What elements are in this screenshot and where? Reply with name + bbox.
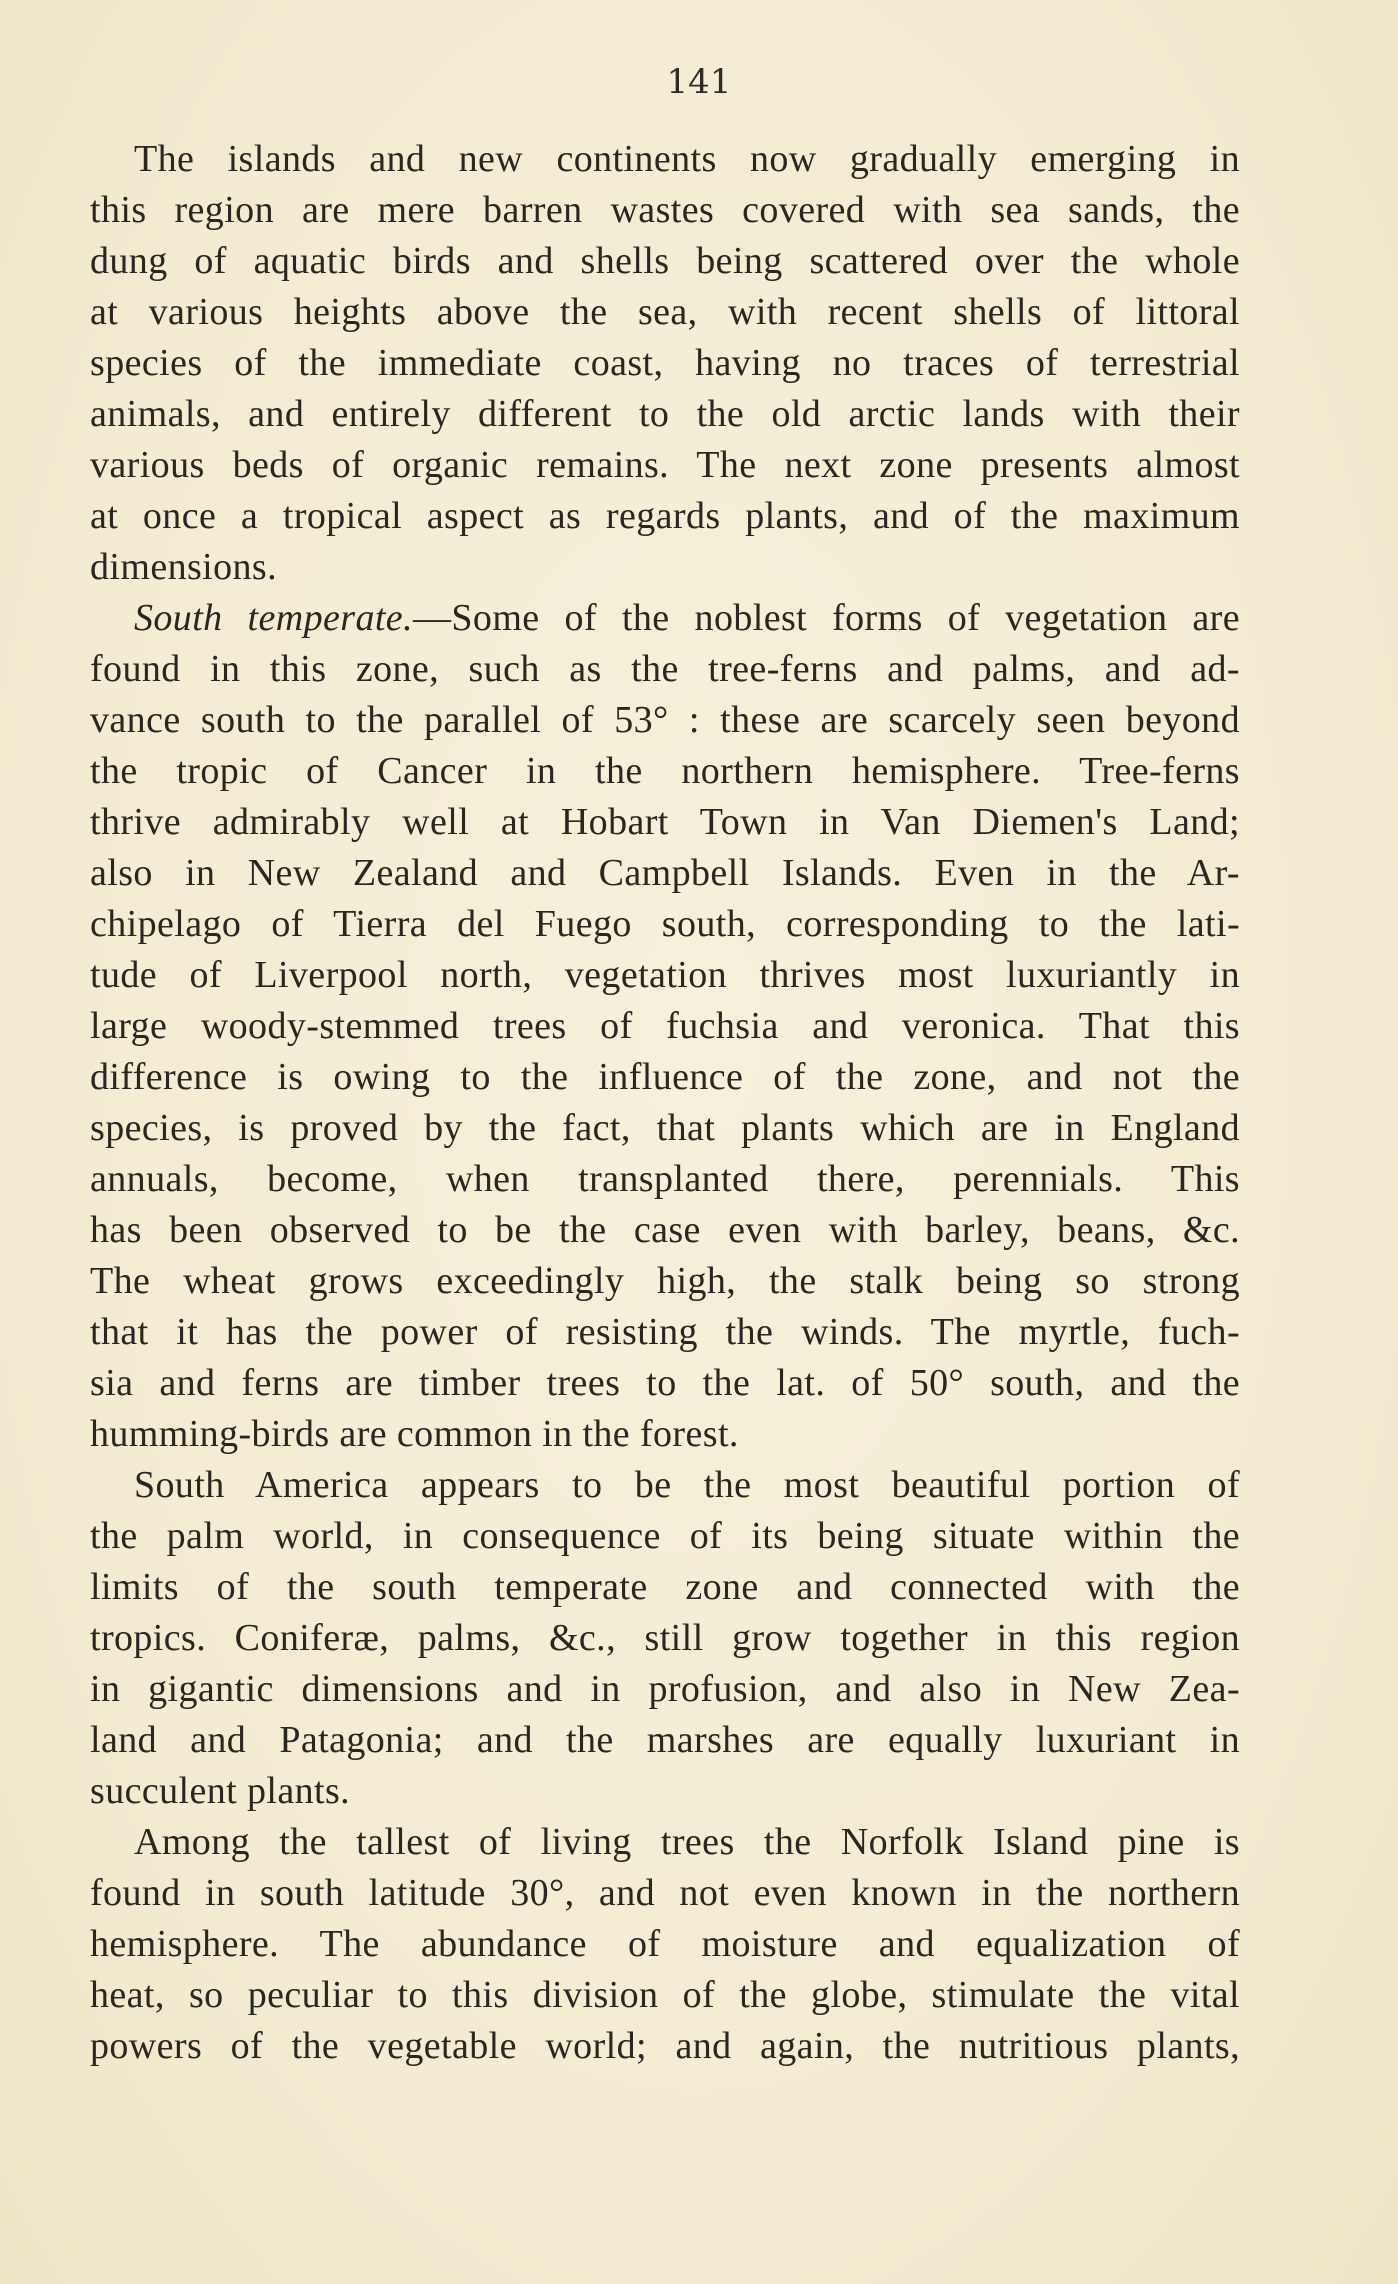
text-line: South America appears to be the most beautiful portion of (134, 1464, 1240, 1506)
text-line: Among the tallest of living trees the Norfolk Island pine is (134, 1821, 1240, 1863)
text-line: heat, so peculiar to this division of the globe, stimulate the vital (90, 1974, 1240, 2016)
text-line: limits of the south temperate zone and connected with the (90, 1566, 1240, 1608)
text-line: dimensions. (90, 546, 278, 588)
text-line: the tropic of Cancer in the northern hemisphere. Tree-ferns (90, 750, 1240, 792)
text-line: land and Patagonia; and the marshes are equally luxuriant in (90, 1719, 1240, 1761)
text-line: The islands and new continents now gradually emerging in (134, 138, 1240, 180)
text-line: species of the immediate coast, having no traces of terrestrial (90, 342, 1240, 384)
text-line: has been observed to be the case even with barley, beans, &c. (90, 1209, 1240, 1251)
text-line: various beds of organic remains. The next zone presents almost (90, 444, 1240, 486)
section-heading: South temperate. (134, 597, 413, 639)
text-line: found in this zone, such as the tree-ferns and palms, and ad- (90, 648, 1240, 690)
text-line: species, is proved by the fact, that plants which are in England (90, 1107, 1240, 1149)
body-text (90, 134, 1240, 2072)
text-line: chipelago of Tierra del Fuego south, corresponding to the lati- (90, 903, 1240, 945)
text-line: in gigantic dimensions and in profusion, and also in New Zea- (90, 1668, 1240, 1710)
text-line: vance south to the parallel of 53° : these are scarcely seen beyond (90, 699, 1240, 741)
text-line: animals, and entirely different to the old arctic lands with their (90, 393, 1240, 435)
text-line: powers of the vegetable world; and again, the nutritious plants, (90, 2025, 1240, 2067)
text-line: at various heights above the sea, with recent shells of littoral (90, 291, 1240, 333)
page-number: 141 (666, 62, 732, 102)
text-line: found in south latitude 30°, and not even known in the northern (90, 1872, 1240, 1914)
text-line: sia and ferns are timber trees to the lat. of 50° south, and the (90, 1362, 1240, 1404)
text-line: annuals, become, when transplanted there, perennials. This (90, 1158, 1240, 1200)
text-line: that it has the power of resisting the winds. The myrtle, fuch- (90, 1311, 1240, 1353)
text-run: —Some of the noblest forms of vegetation are (412, 597, 1240, 639)
text-line: the palm world, in consequence of its being situate within the (90, 1515, 1240, 1557)
text-line: also in New Zealand and Campbell Islands. Even in the Ar- (90, 852, 1240, 894)
text-line: at once a tropical aspect as regards plants, and of the maximum (90, 495, 1240, 537)
text-line: thrive admirably well at Hobart Town in Van Diemen's Land; (90, 801, 1240, 843)
text-line: this region are mere barren wastes covered with sea sands, the (90, 189, 1240, 231)
text-line: tropics. Coniferæ, palms, &c., still grow together in this region (90, 1617, 1240, 1659)
text-line: The wheat grows exceedingly high, the stalk being so strong (90, 1260, 1240, 1302)
text-line: succulent plants. (90, 1770, 351, 1812)
text-line: hemisphere. The abundance of moisture and equalization of (90, 1923, 1240, 1965)
text-line: difference is owing to the influence of the zone, and not the (90, 1056, 1240, 1098)
text-line: dung of aquatic birds and shells being scattered over the whole (90, 240, 1240, 282)
text-line: humming-birds are common in the forest. (90, 1413, 739, 1455)
text-line: tude of Liverpool north, vegetation thrives most luxuriantly in (90, 954, 1240, 996)
text-line-section-start (90, 593, 1240, 644)
text-line: large woody-stemmed trees of fuchsia and veronica. That this (90, 1005, 1240, 1047)
